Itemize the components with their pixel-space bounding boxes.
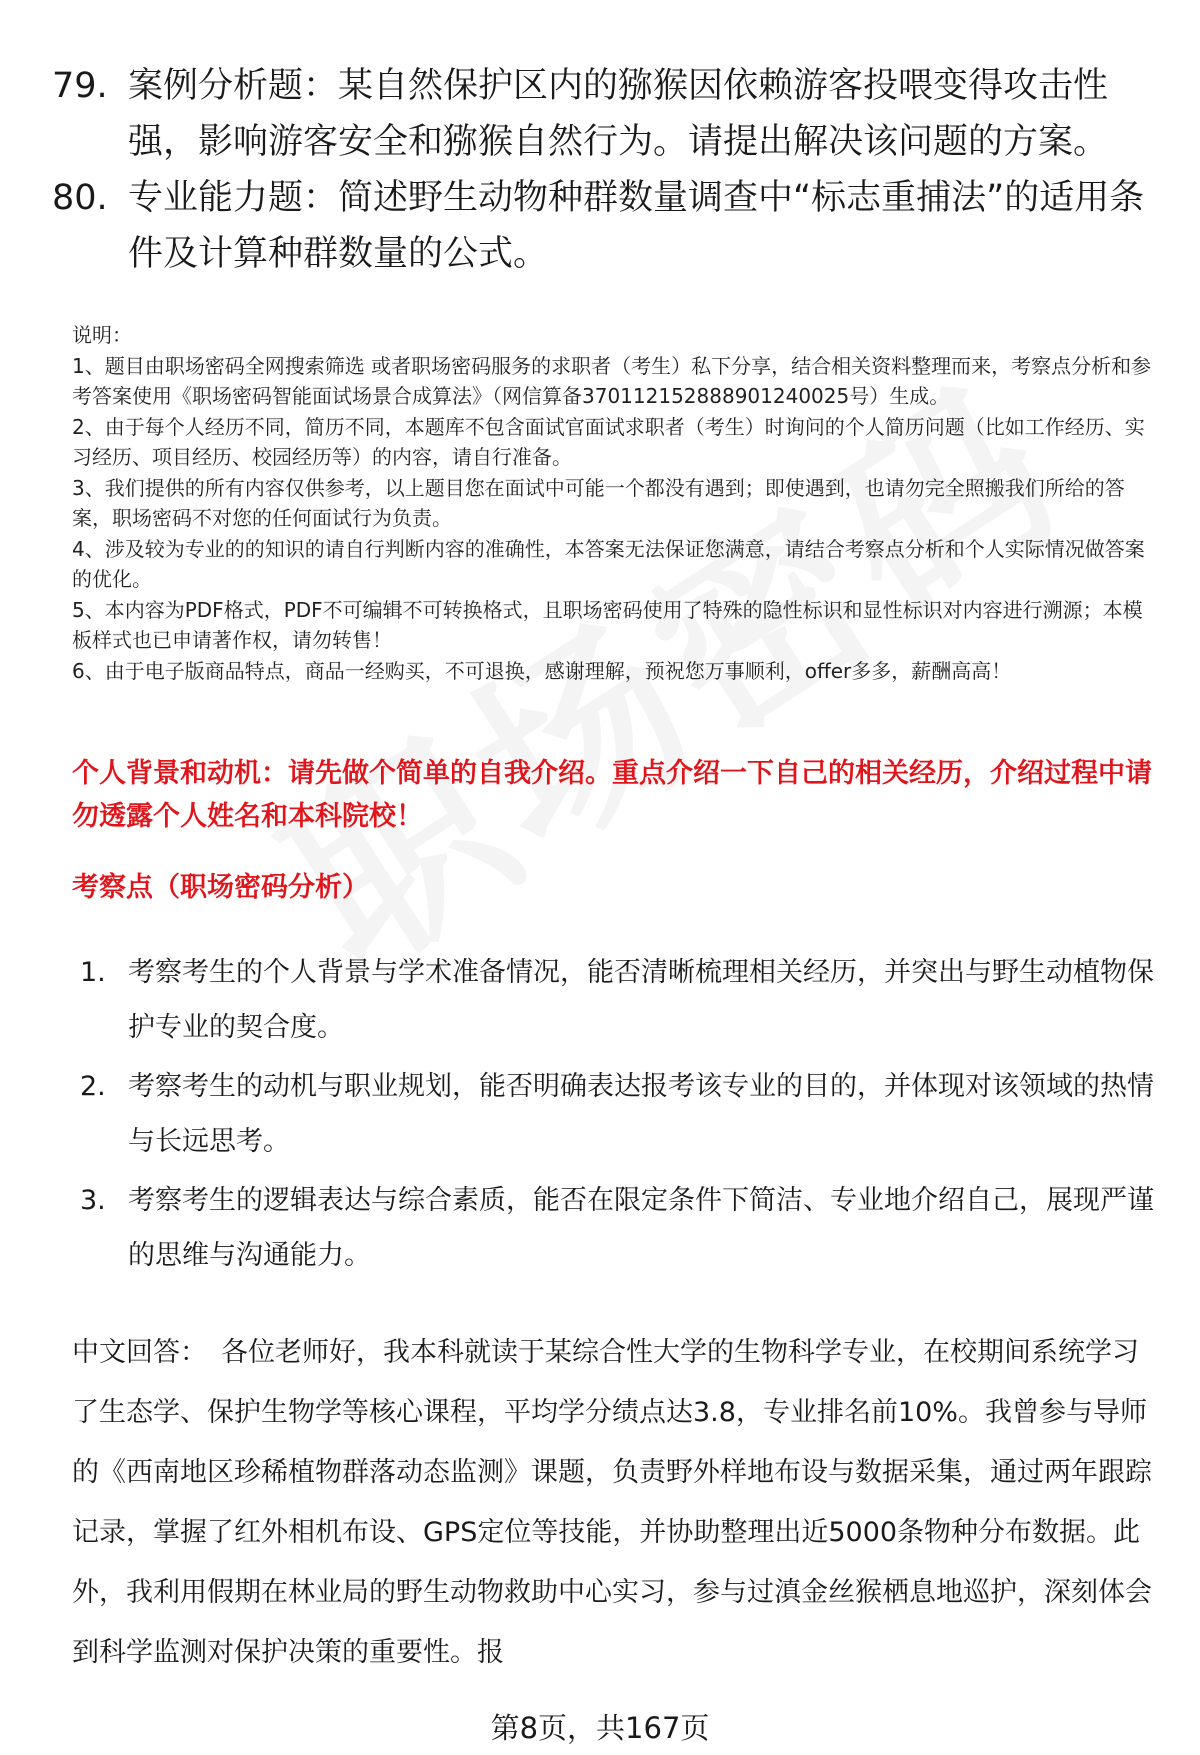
- question-79: [52, 58, 1162, 170]
- question-number: 79.: [52, 66, 108, 106]
- notes-section: [72, 320, 1152, 686]
- notes-item: 6、由于电子版商品特点，商品一经购买，不可退换，感谢理解，预祝您万事顺利，offer多多，薪酬高高！: [72, 658, 1012, 683]
- focus-heading: 考察点（职场密码分析）: [72, 872, 369, 903]
- question-text: 案例分析题：某自然保护区内的猕猴因依赖游客投喂变得攻击性强，影响游客安全和猕猴自然行为。请提出解决该问题的方案。: [128, 66, 1109, 162]
- notes-item: 1、题目由职场密码全网搜索筛选 或者职场密码服务的求职者（考生）私下分享，结合相关资料整理而来，考察点分析和参考答案使用《职场密码智能面试场景合成算法》（网信算备370112152888901240025号）生成。: [72, 353, 1152, 408]
- question-text: 专业能力题：简述野生动物种群数量调查中“标志重捕法”的适用条件及计算种群数量的公式。: [128, 178, 1145, 274]
- focus-points-list: [80, 945, 1160, 1287]
- focus-point-number: 1.: [80, 957, 106, 988]
- question-number: 80.: [52, 178, 108, 218]
- question-80: [52, 170, 1162, 282]
- focus-point-number: 3.: [80, 1185, 106, 1216]
- focus-point-number: 2.: [80, 1071, 106, 1102]
- focus-point: [80, 945, 1160, 1055]
- page-footer: 第8页，共167页: [490, 1711, 710, 1745]
- focus-point: [80, 1059, 1160, 1169]
- answer-label: 中文回答：: [72, 1337, 207, 1368]
- focus-point-text: 考察考生的动机与职业规划，能否明确表达报考该专业的目的，并体现对该领域的热情与长远思考。: [128, 1071, 1154, 1157]
- notes-title: 说明：: [72, 323, 132, 347]
- focus-point-text: 考察考生的逻辑表达与综合素质，能否在限定条件下简洁、专业地介绍自己，展现严谨的思维与沟通能力。: [128, 1185, 1154, 1271]
- motive-heading: 个人背景和动机：请先做个简单的自我介绍。重点介绍一下自己的相关经历，介绍过程中请勿透露个人姓名和本科院校！: [72, 758, 1152, 832]
- notes-item: 5、本内容为PDF格式，PDF不可编辑不可转换格式，且职场密码使用了特殊的隐性标识和显性标识对内容进行溯源；本模板样式也已申请著作权，请勿转售！: [72, 597, 1143, 652]
- notes-item: 4、涉及较为专业的的知识的请自行判断内容的准确性，本答案无法保证您满意，请结合考察点分析和个人实际情况做答案的优化。: [72, 536, 1145, 591]
- notes-item: 2、由于每个人经历不同，简历不同，本题库不包含面试官面试求职者（考生）时询问的个人简历问题（比如工作经历、实习经历、项目经历、校园经历等）的内容，请自行准备。: [72, 414, 1145, 469]
- answer-text: 各位老师好，我本科就读于某综合性大学的生物科学专业，在校期间系统学习了生态学、保护生物学等核心课程，平均学分绩点达3.8，专业排名前10%。我曾参与导师的《西南地区珍稀植物群落动态监测》课题，负责野外样地布设与数据采集，通过两年跟踪记录，掌握了红外相机布设、GPS定位等技能，并协助整理出近5000条物种分布数据。此外，我利用假期在林业局的野生动物救助中心实习，参与过滇金丝猴栖息地巡护，深刻体会到科学监测对保护决策的重要性。报: [72, 1337, 1152, 1668]
- answer-section: [72, 1323, 1164, 1683]
- focus-point-text: 考察考生的个人背景与学术准备情况，能否清晰梳理相关经历，并突出与野生动植物保护专业的契合度。: [128, 957, 1154, 1043]
- notes-item: 3、我们提供的所有内容仅供参考，以上题目您在面试中可能一个都没有遇到；即使遇到，也请勿完全照搬我们所给的答案，职场密码不对您的任何面试行为负责。: [72, 475, 1125, 530]
- focus-point: [80, 1173, 1160, 1283]
